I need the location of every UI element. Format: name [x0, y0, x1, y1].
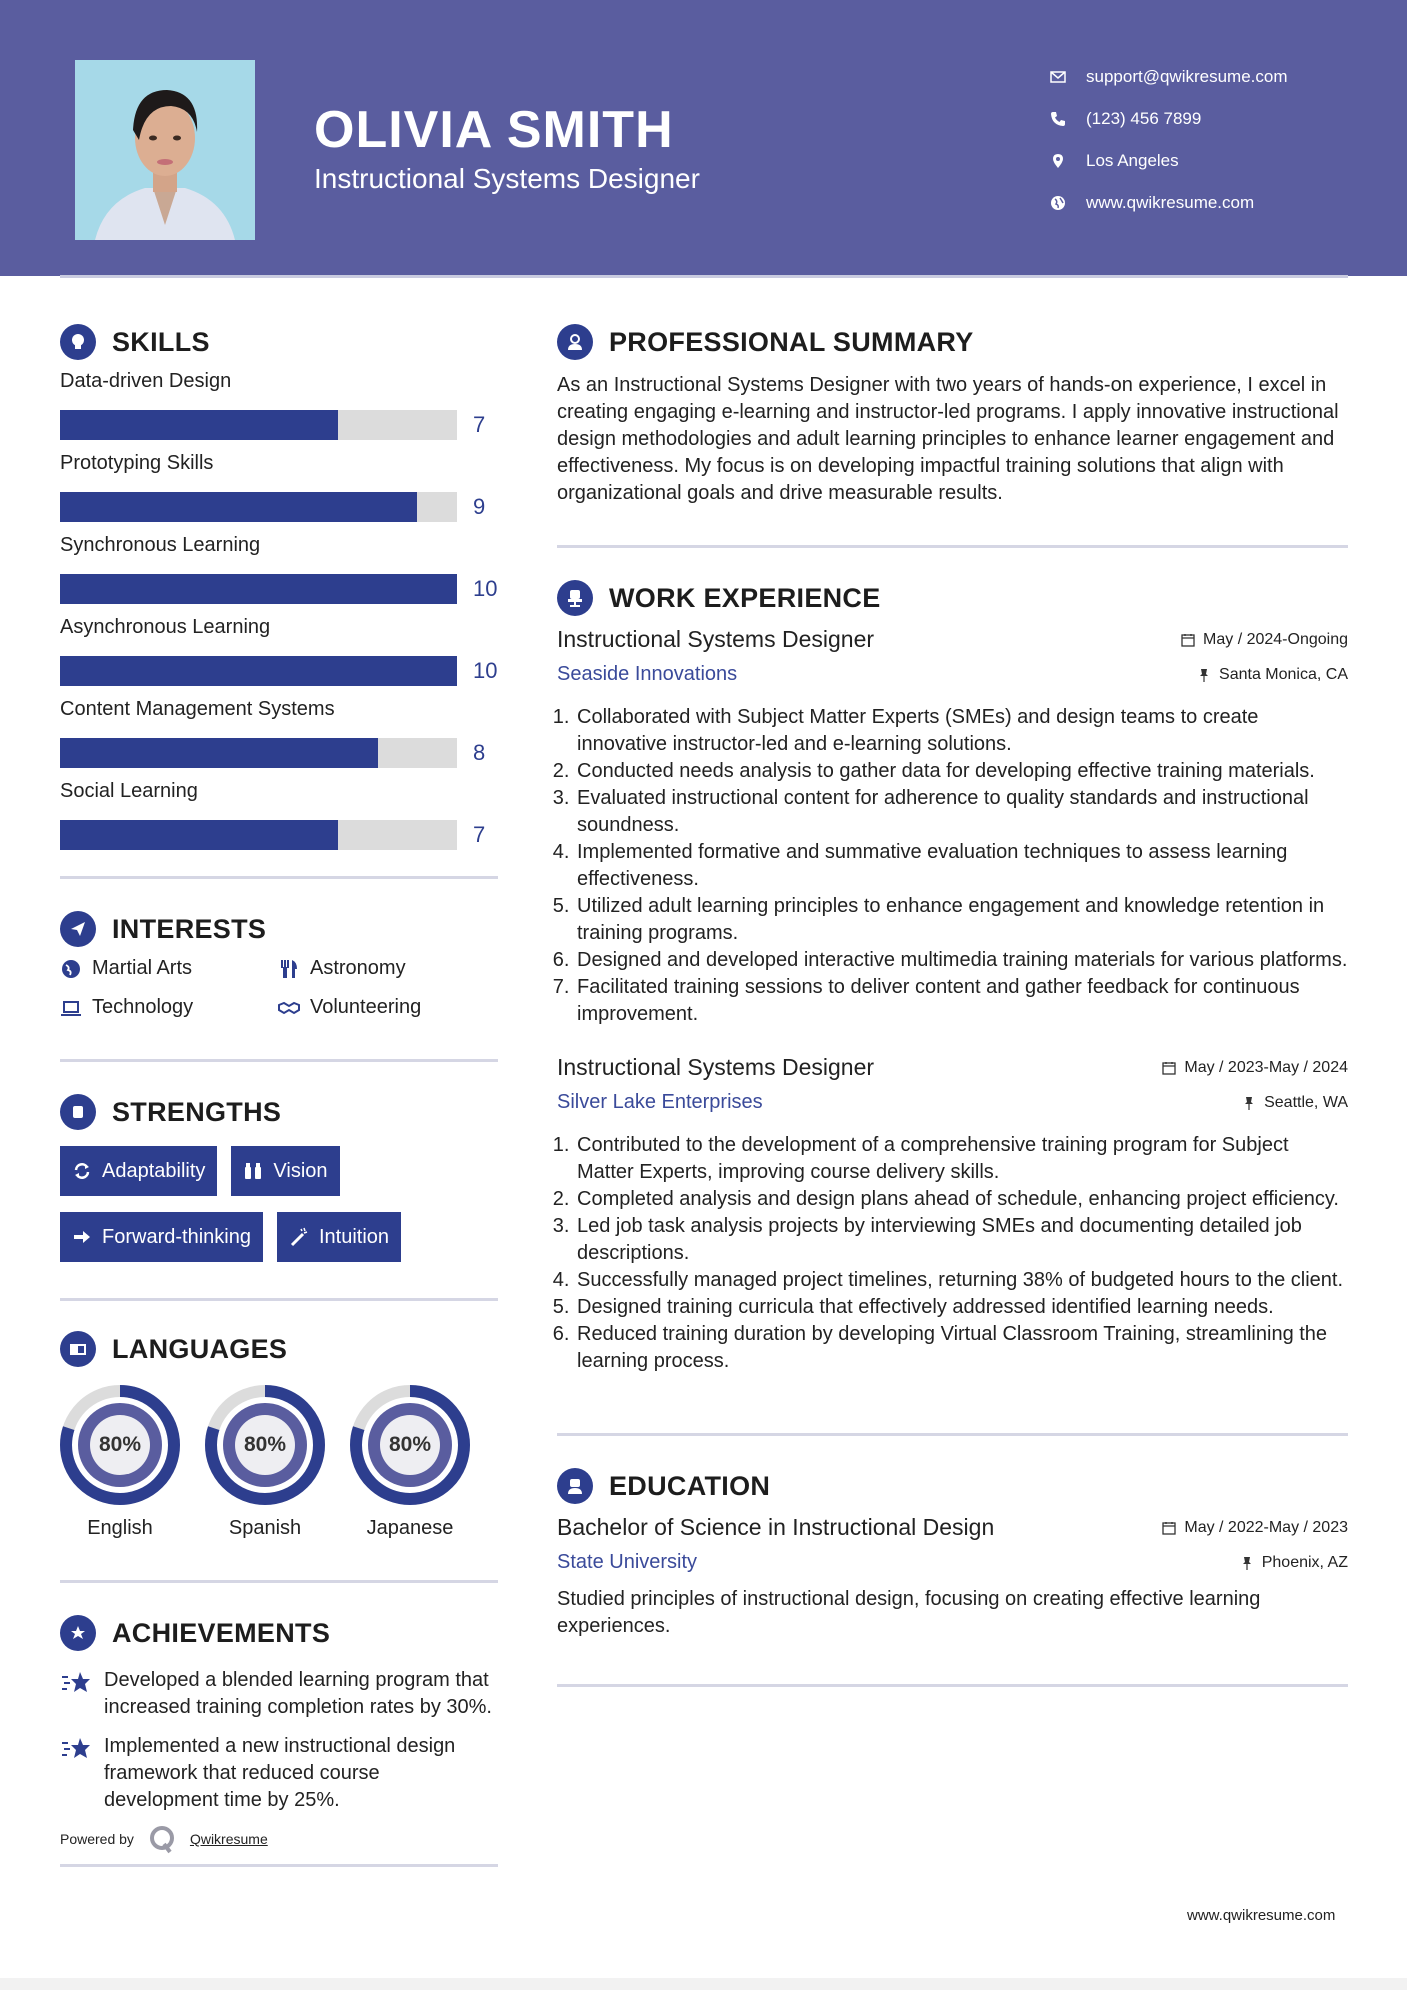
company-name: Silver Lake Enterprises [557, 1091, 763, 1113]
language-icon [60, 1331, 96, 1367]
calendar-icon [1162, 1521, 1176, 1535]
summary-heading: PROFESSIONAL SUMMARY [557, 320, 1348, 364]
section-divider [557, 545, 1348, 548]
office-chair-icon [557, 580, 593, 616]
phone-icon [1050, 111, 1086, 127]
degree: Bachelor of Science in Instructional Design [557, 1514, 995, 1540]
skill-bar [60, 492, 457, 522]
skill-value: 8 [473, 740, 486, 765]
job-duties: 1. Collaborated with Subject Matter Experts (SMEs) and design teams to create innovative instructor-led and e-learning solutions. 2. Conducted needs analysis to gather data for developing effective training materials. 3. Evaluated instructional content for adherence to quality standards and instructional soundness. 4. Implemented formative and summative evaluation techniques to assess learning effectiveness. 5. Utilized adult learning principles to enhance engagement and knowledge retention in training programs. 6. Designed and developed interactive multimedia training materials for various platforms. 7. Facilitated training sessions to deliver content and gather feedback for continuous improvement. [557, 704, 1348, 1028]
language-progress-ring: 80% [60, 1385, 180, 1505]
skill-item: Prototyping Skills 9 [60, 452, 498, 522]
job-entry [557, 1054, 1348, 1375]
header-divider [60, 275, 1348, 278]
achievement-item: Developed a blended learning program that increased training completion rates by 30%. [60, 1667, 498, 1721]
handshake-icon [278, 997, 300, 1019]
contact-location-text: Los Angeles [1086, 151, 1179, 170]
pushpin-icon [1240, 1556, 1254, 1570]
candidate-title: Instructional Systems Designer [314, 163, 700, 194]
skill-value: 7 [473, 822, 486, 847]
language-progress-ring: 80% [205, 1385, 325, 1505]
lightbulb-icon [60, 324, 96, 360]
summary-text: As an Instructional Systems Designer with two years of hands-on experience, I excel in creating engaging e-learning and instructor-led programs. I apply innovative instructional design methodologies and adult learning principles to enhance learner engagement and effectiveness. My focus is on developing impactful training solutions that align with organizational goals and drive measurable results. [557, 374, 1339, 504]
job-location: Seattle, WA [1242, 1094, 1348, 1112]
experience-heading: WORK EXPERIENCE [557, 576, 1348, 620]
shooting-star-icon [60, 1669, 94, 1697]
strengths-heading: STRENGTHS [60, 1090, 498, 1134]
achievements-heading: ACHIEVEMENTS [60, 1611, 498, 1655]
strength-tag: Adaptability [60, 1146, 217, 1196]
skill-value: 10 [473, 576, 498, 601]
laptop-icon [60, 997, 82, 1019]
skills-heading: SKILLS [60, 320, 498, 364]
binoculars-icon [243, 1161, 263, 1181]
powered-by: Powered by Qwikresume [60, 1824, 498, 1854]
skill-item: Social Learning 7 [60, 780, 498, 850]
language-progress-ring: 80% [350, 1385, 470, 1505]
user-icon [557, 324, 593, 360]
candidate-name: OLIVIA SMITH [314, 101, 674, 159]
section-divider [60, 1580, 498, 1583]
contact-email[interactable] [1050, 56, 1288, 98]
job-dates: May / 2024-Ongoing [1181, 631, 1348, 649]
contact-list [1050, 56, 1288, 224]
strengths-list [60, 1146, 498, 1262]
section-divider [60, 1864, 498, 1867]
right-column [557, 320, 1348, 1715]
strength-tag: Forward-thinking [60, 1212, 263, 1262]
globe-icon [60, 958, 82, 980]
left-column [60, 320, 498, 1895]
achievement-item: Implemented a new instructional design framework that reduced course development time by 25%. [60, 1733, 498, 1814]
section-divider [60, 1059, 498, 1062]
skill-bar [60, 410, 457, 440]
job-entry [557, 626, 1348, 1028]
interest-item: Martial Arts [60, 957, 278, 980]
envelope-icon [1050, 69, 1086, 85]
language-item: 80% Japanese [350, 1385, 470, 1540]
arrow-right-icon [72, 1227, 92, 1247]
contact-email-text: support@qwikresume.com [1086, 67, 1288, 86]
utensils-icon [278, 958, 300, 980]
graduate-icon [557, 1468, 593, 1504]
skill-bar [60, 574, 457, 604]
profile-photo [75, 60, 255, 240]
skill-item: Data-driven Design 7 [60, 370, 498, 440]
skill-bar [60, 738, 457, 768]
interest-item: Technology [60, 996, 278, 1019]
calendar-icon [1181, 633, 1195, 647]
qwikresume-link[interactable]: Qwikresume [189, 1831, 268, 1847]
job-duties: 1. Contributed to the development of a comprehensive training program for Subject Matter Experts, improving course delivery skills. 2. Completed analysis and design plans ahead of schedule, enhancing project efficiency. 3. Led job task analysis projects by interviewing SMEs and documenting detailed job descriptions. 4. Successfully managed project timelines, returning 38% of budgeted hours to the client. 5. Designed training curricula that effectively addressed identified learning needs. 6. Reduced training duration by developing Virtual Classroom Training, streamlining the learning process. [557, 1132, 1348, 1375]
education-heading: EDUCATION [557, 1464, 1348, 1508]
language-item: 80% Spanish [205, 1385, 325, 1540]
interests-list [60, 957, 498, 1019]
contact-phone-text: (123) 456 7899 [1086, 109, 1202, 128]
skill-value: 7 [473, 412, 486, 437]
refresh-icon [72, 1161, 92, 1181]
fist-icon [60, 1094, 96, 1130]
education-description: Studied principles of instructional design, focusing on creating effective learning experiences. [557, 1588, 1261, 1637]
section-divider [557, 1684, 1348, 1687]
calendar-icon [1162, 1061, 1176, 1075]
qwikresume-logo-icon [148, 1824, 176, 1854]
job-title: Instructional Systems Designer [557, 626, 875, 652]
paper-plane-icon [60, 911, 96, 947]
skill-value: 10 [473, 658, 498, 683]
pushpin-icon [1242, 1096, 1256, 1110]
skill-item: Asynchronous Learning 10 [60, 616, 498, 686]
resume-header [0, 0, 1407, 276]
strength-tag: Vision [231, 1146, 339, 1196]
contact-phone[interactable] [1050, 98, 1288, 140]
shooting-star-icon [60, 1735, 94, 1763]
skill-bar [60, 820, 457, 850]
interest-item: Volunteering [278, 996, 496, 1019]
map-pin-icon [1050, 153, 1086, 169]
star-badge-icon [60, 1615, 96, 1651]
globe-icon [1050, 195, 1086, 211]
skill-bar [60, 656, 457, 686]
magic-wand-icon [289, 1227, 309, 1247]
interest-item: Astronomy [278, 957, 496, 980]
school-name: State University [557, 1551, 698, 1573]
contact-website[interactable] [1050, 182, 1288, 224]
pushpin-icon [1197, 668, 1211, 682]
footer-website[interactable]: www.qwikresume.com [1187, 1907, 1336, 1924]
job-dates: May / 2023-May / 2024 [1162, 1059, 1348, 1077]
contact-location [1050, 140, 1288, 182]
contact-website-text: www.qwikresume.com [1086, 193, 1255, 212]
page-bottom-band [0, 1978, 1407, 1990]
section-divider [60, 1298, 498, 1301]
job-title: Instructional Systems Designer [557, 1054, 875, 1080]
education-location: Phoenix, AZ [1240, 1554, 1348, 1572]
skill-item: Synchronous Learning 10 [60, 534, 498, 604]
section-divider [60, 876, 498, 879]
languages-list [60, 1385, 498, 1540]
section-divider [557, 1433, 1348, 1436]
language-item: 80% English [60, 1385, 180, 1540]
education-entry [557, 1514, 1348, 1640]
job-location: Santa Monica, CA [1197, 666, 1348, 684]
interests-heading: INTERESTS [60, 907, 498, 951]
skill-item: Content Management Systems 8 [60, 698, 498, 768]
strength-tag: Intuition [277, 1212, 401, 1262]
education-dates: May / 2022-May / 2023 [1162, 1519, 1348, 1537]
company-name: Seaside Innovations [557, 663, 738, 685]
languages-heading: LANGUAGES [60, 1327, 498, 1371]
skill-value: 9 [473, 494, 486, 519]
